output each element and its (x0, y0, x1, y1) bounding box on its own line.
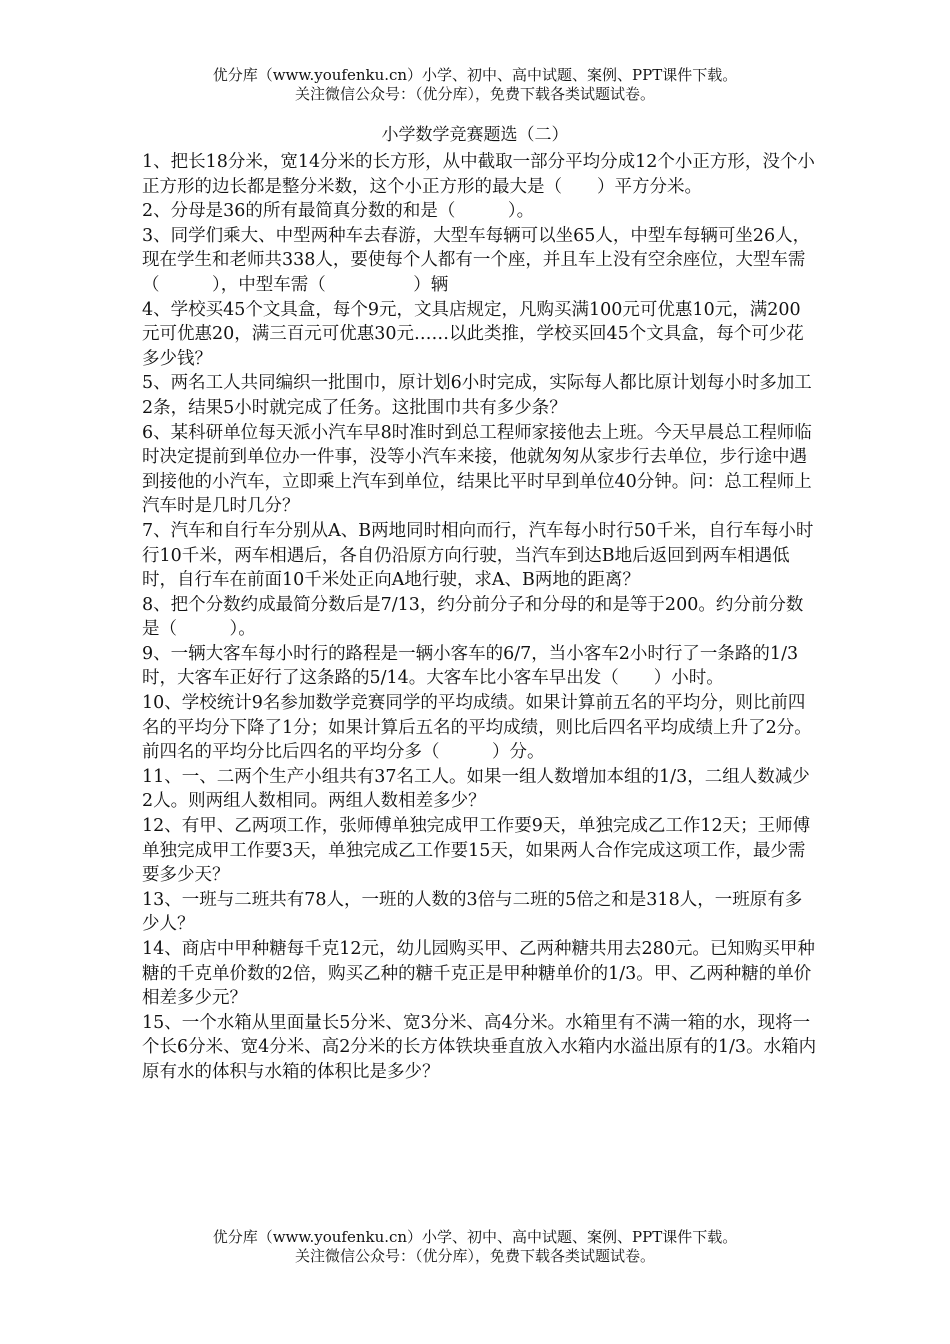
question-item: 14、商店中甲种糖每千克12元，幼儿园购买甲、乙两种糖共用去280元。已知购买甲种糖的千克单价数的2倍，购买乙种的糖千克正是甲种糖单价的1/3。甲、乙两种糖的单价相差多少元？ (142, 939, 815, 1009)
question-item: 4、学校买45个文具盒，每个9元，文具店规定，凡购买满100元可优惠10元，满200元可优惠20，满三百元可优惠30元……以此类推，学校买回45个文具盒，每个可少花多少钱？ (142, 299, 804, 369)
document-title: 小学数学竞赛题选（二） (381, 125, 569, 145)
header-line-1: 优分库（www.youfenku.cn）小学、初中、高中试题、案例、PPT课件下载。 (212, 66, 738, 84)
question-item: 12、有甲、乙两项工作，张师傅单独完成甲工作要9天，单独完成乙工作12天；王师傅单独完成甲工作要3天，单独完成乙工作要15天，如果两人合作完成这项工作，最少需要多少天？ (142, 816, 811, 886)
header-line-2: 关注微信公众号：（优分库），免费下载各类试题试卷。 (294, 85, 655, 103)
question-item: 7、汽车和自行车分别从A、B两地同时相向而行，汽车每小时行50千米，自行车每小时行10千米，两车相遇后，各自仍沿原方向行驶，当汽车到达B地后返回到两车相遇低时，自行车在前面10千米处正向A地行驶，求A、B两地的距离？ (142, 520, 814, 591)
question-item: 9、一辆大客车每小时行的路程是一辆小客车的6/7，当小客车2小时行了一条路的1/3时，大客车正好行了这条路的5/14。大客车比小客车早出发（ ）小时。 (142, 643, 799, 689)
question-item: 3、同学们乘大、中型两种车去春游，大型车每辆可以坐65人，中型车每辆可坐26人，现在学生和老师共338人，要使每个人都有一个座，并且车上没有空余座位，大型车需（ ），中型车需（ ）辆 (142, 225, 811, 295)
question-item: 5、两名工人共同编织一批围巾，原计划6小时完成，实际每人都比原计划每小时多加工2条，结果5小时就完成了任务。这批围巾共有多少条？ (142, 373, 812, 418)
question-item: 11、一、二两个生产小组共有37名工人。如果一组人数增加本组的1/3，二组人数减少2人。则两组人数相同。两组人数相差多少？ (142, 766, 810, 812)
footer-line-2: 关注微信公众号：（优分库），免费下载各类试题试卷。 (294, 1247, 655, 1265)
question-item: 10、学校统计9名参加数学竞赛同学的平均成绩。如果计算前五名的平均分，则比前四名的平均分下降了1分；如果计算后五名的平均成绩，则比后四名平均成绩上升了2分。前四名的平均分比后四名的平均分多（ ）分。 (142, 693, 812, 763)
question-list (142, 150, 818, 1085)
page-header (0, 66, 950, 104)
question-item: 15、一个水箱从里面量长5分米、宽3分米、高4分米。水箱里有不满一箱的水，现将一个长6分米、宽4分米、高2分米的长方体铁块垂直放入水箱内水溢出原有的1/3。水箱内原有水的体积与水箱的体积比是多少？ (142, 1012, 817, 1082)
question-item: 13、一班与二班共有78人，一班的人数的3倍与二班的5倍之和是318人，一班原有多少人？ (142, 889, 803, 935)
page-footer (0, 1228, 950, 1266)
footer-line-1: 优分库（www.youfenku.cn）小学、初中、高中试题、案例、PPT课件下载。 (212, 1228, 738, 1246)
question-item: 2、分母是36的所有最简真分数的和是（ ）。 (142, 201, 535, 222)
question-item: 8、把个分数约成最简分数后是7/13，约分前分子和分母的和是等于200。约分前分数是（ ）。 (142, 594, 804, 640)
question-item: 6、某科研单位每天派小汽车早8时准时到总工程师家接他去上班。今天早晨总工程师临时决定提前到单位办一件事，没等小汽车来接，他就匆匆从家步行去单位，步行途中遇到接他的小汽车，立即乘上汽车到单位，结果比平时早到单位40分钟。问：总工程师上汽车时是几时几分？ (142, 422, 812, 517)
question-item: 1、把长18分米，宽14分米的长方形，从中截取一部分平均分成12个小正方形，没个小正方形的边长都是整分米数，这个小正方形的最大是（ ）平方分米。 (142, 152, 815, 197)
